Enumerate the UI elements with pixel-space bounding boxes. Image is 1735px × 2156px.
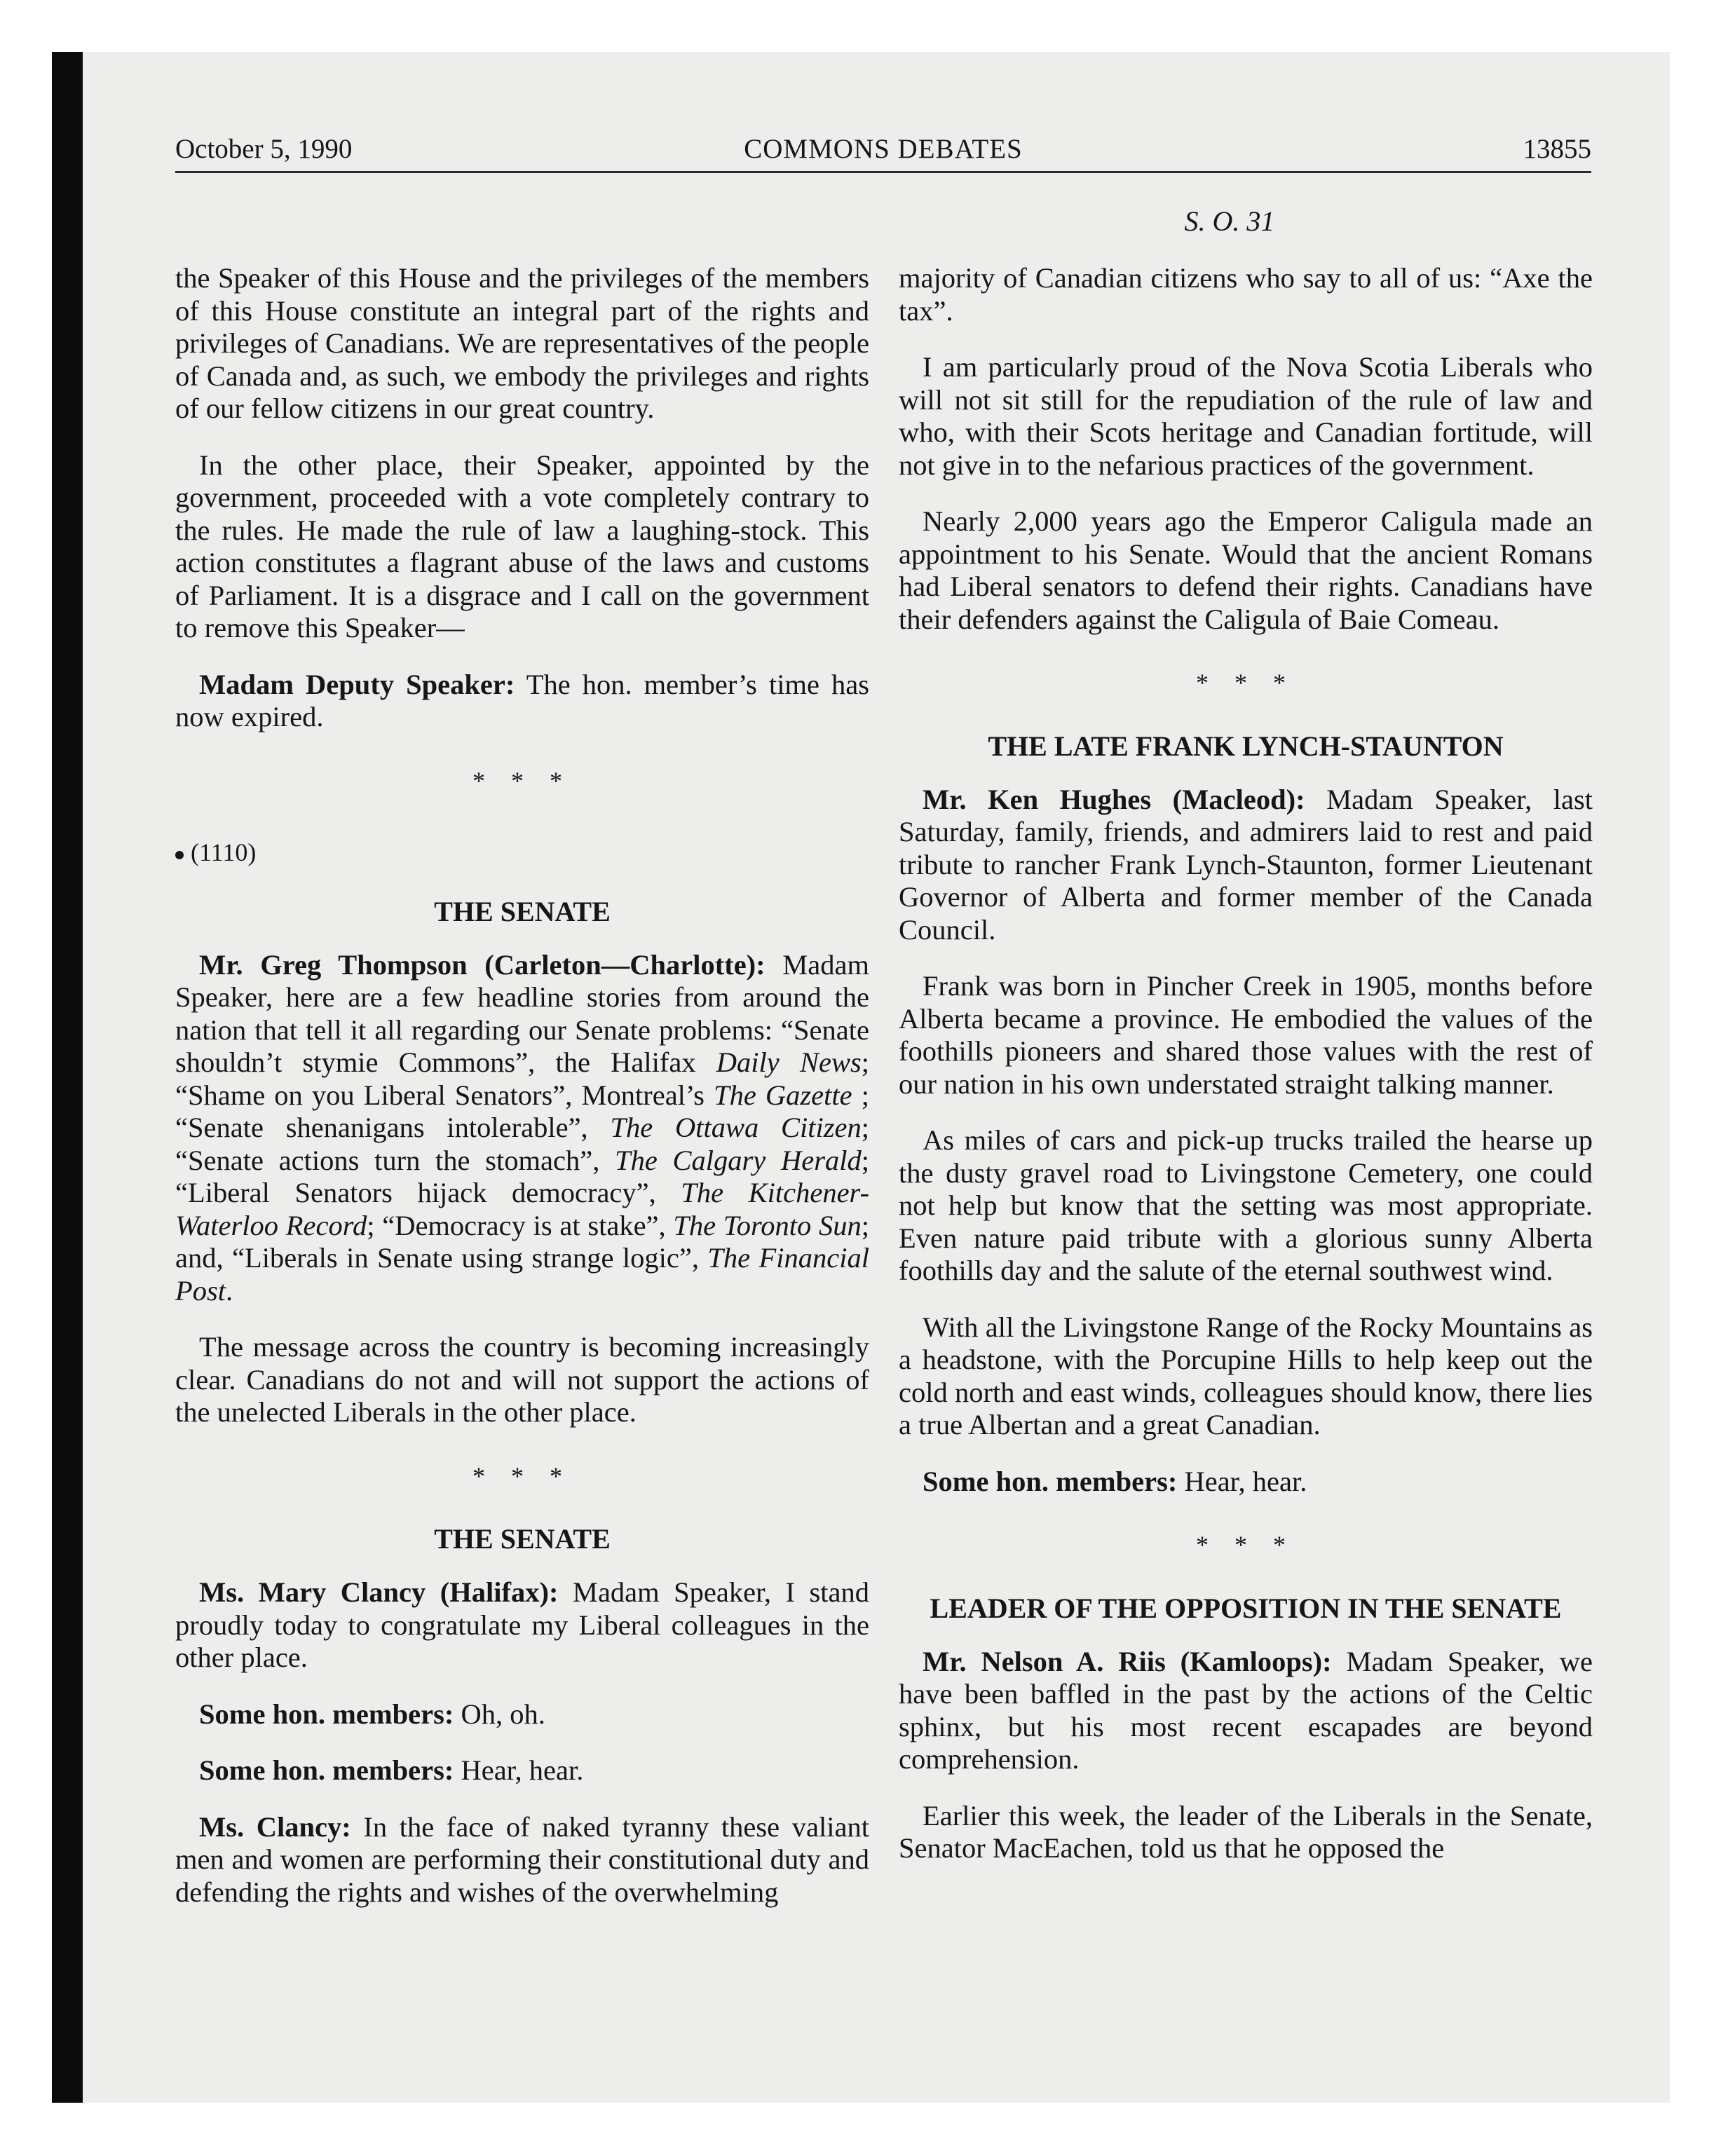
section-tag: S. O. 31 [1184,205,1275,237]
speech-text: ; and, “Liberals in Senate using strange logic”, [175,1209,869,1274]
paragraph: Earlier this week, the leader of the Liberals in the Senate, Senator MacEachen, told us that he opposed the [899,1799,1593,1864]
speech-text: Oh, oh. [454,1698,545,1730]
paragraph: Nearly 2,000 years ago the Emperor Caligula made an appointment to his Senate. Would that the ancient Romans had Liberal senators to defend their rights. Canadians have their defenders against the Caligula of Baie Comeau. [899,505,1593,635]
section-separator: * * * [1196,1531,1295,1559]
paragraph: Frank was born in Pincher Creek in 1905, months before Alberta became a province. He embodied the values of the foothills pioneers and shared those values with the rest of our nation in his own understated straight talking manner. [899,970,1593,1100]
paragraph: In the other place, their Speaker, appointed by the government, proceeded with a vote completely contrary to the rules. He made the rule of law a laughing-stock. This action constitutes a flagrant abuse of the laws and customs of Parliament. It is a disgrace and I call on the government to remove this Speaker— [175,449,869,643]
header-title: COMMONS DEBATES [744,134,1023,164]
header-page-number: 13855 [1523,134,1591,164]
timestamp-text: (1110) [191,838,257,866]
section-heading: LEADER OF THE OPPOSITION IN THE SENATE [930,1592,1562,1624]
bullet-icon [175,851,184,859]
paragraph [175,1754,869,1787]
speech-text: Madam Speaker, we have been baffled in the past by the actions of the Celtic sphinx, but his most recent escapades are beyond comprehension. [899,1645,1593,1775]
speech-text: . [226,1274,233,1306]
section-separator: * * * [472,766,572,795]
timestamp [175,836,869,869]
speaker-name: Mr. Ken Hughes (Macleod): [923,783,1305,815]
binding-edge [52,52,83,2103]
speech-text: Madam Speaker, here are a few headline stories from around the nation that tell it all regarding our Senate problems: “Senate shouldn’t stymie Commons”, the Halifax [175,948,870,1078]
section-heading: THE SENATE [434,1523,611,1555]
header-date: October 5, 1990 [175,134,353,164]
paragraph [899,784,1593,947]
speech-text: Madam Speaker, I stand proudly today to congratulate my Liberal colleagues in the other place. [175,1576,869,1673]
speech-text: ; “Senate actions turn the stomach”, [175,1112,869,1176]
paragraph [899,1466,1593,1499]
speaker-name: Some hon. members: [923,1465,1178,1497]
scanned-page [52,52,1670,2103]
page-header [175,129,1591,173]
paragraph: The message across the country is becoming increasingly clear. Canadians do not and will not support the actions of the unelected Liberals in the other place. [175,1331,869,1428]
left-column [175,262,869,1932]
speaker-name: Mr. Greg Thompson (Carleton—Charlotte): [199,948,766,981]
publication-name: The Kitchener-Waterloo Record [175,1177,869,1241]
paragraph: the Speaker of this House and the privileges of the members of this House constitute an integral part of the rights and privileges of Canadians. We are representatives of the people of Canada and, as such, we embody the privileges and rights of our fellow citizens in our great country. [175,262,869,424]
section-heading: THE SENATE [434,895,611,927]
publication-name: The Ottawa Citizen [610,1112,862,1143]
paragraph [899,1646,1593,1776]
speaker-name: Ms. Mary Clancy (Halifax): [199,1576,559,1608]
speaker-name: Some hon. members: [199,1754,454,1786]
speech-text: The hon. member’s time has now expired. [175,668,869,732]
paragraph: I am particularly proud of the Nova Scotia Liberals who will not sit still for the repudiation of the rule of law and who, with their Scots heritage and Canadian fortitude, will not give in to the nefarious practices of the government. [899,351,1593,481]
section-heading: THE LATE FRANK LYNCH-STAUNTON [988,730,1504,762]
speech-text: ; “Democracy is at stake”, [367,1209,674,1241]
paragraph [175,1811,869,1909]
section-separator: * * * [472,1461,572,1490]
speech-text: ; “Liberal Senators hijack democracy”, [175,1144,869,1208]
speech-text: In the face of naked tyranny these valiant men and women are performing their constitutional duty and defending the rights and wishes of the overwhelming [175,1810,869,1908]
speaker-name: Madam Deputy Speaker: [199,668,515,700]
speaker-name: Ms. Clancy: [199,1810,351,1843]
speech-text: Hear, hear. [454,1754,584,1786]
paragraph [175,669,869,734]
speaker-name: Mr. Nelson A. Riis (Kamloops): [923,1645,1332,1677]
publication-name: Daily News [716,1046,862,1078]
publication-name: The Financial Post [175,1242,869,1306]
publication-name: The Gazette [714,1079,852,1111]
section-separator: * * * [1196,669,1295,697]
speech-text: ; “Shame on you Liberal Senators”, Montreal’s [175,1046,869,1111]
speech-text: Madam Speaker, last Saturday, family, friends, and admirers laid to rest and paid tribute to rancher Frank Lynch-Staunton, former Lieutenant Governor of Alberta and former member of the Canada Council. [899,783,1593,946]
speech-text: ; “Senate shenanigans intolerable”, [175,1079,869,1143]
speaker-name: Some hon. members: [199,1698,454,1730]
paragraph [175,1576,869,1674]
paragraph [175,1698,869,1731]
paragraph: As miles of cars and pick-up trucks trailed the hearse up the dusty gravel road to Livingstone Cemetery, one could not help but know that the setting was most appropriate. Even nature paid tribute with a glorious sunny Alberta foothills day and the salute of the eternal southwest wind. [899,1124,1593,1286]
publication-name: The Calgary Herald [615,1144,862,1176]
paragraph: With all the Livingstone Range of the Rocky Mountains as a headstone, with the Porcupine Hills to help keep out the cold north and east winds, colleagues should know, there lies a true Albertan and a great Canadian. [899,1311,1593,1440]
right-column [899,262,1593,1889]
speech-text: Hear, hear. [1177,1465,1307,1497]
publication-name: The Toronto Sun [673,1209,862,1241]
paragraph [175,949,869,1308]
paragraph: majority of Canadian citizens who say to all of us: “Axe the tax”. [899,262,1593,327]
